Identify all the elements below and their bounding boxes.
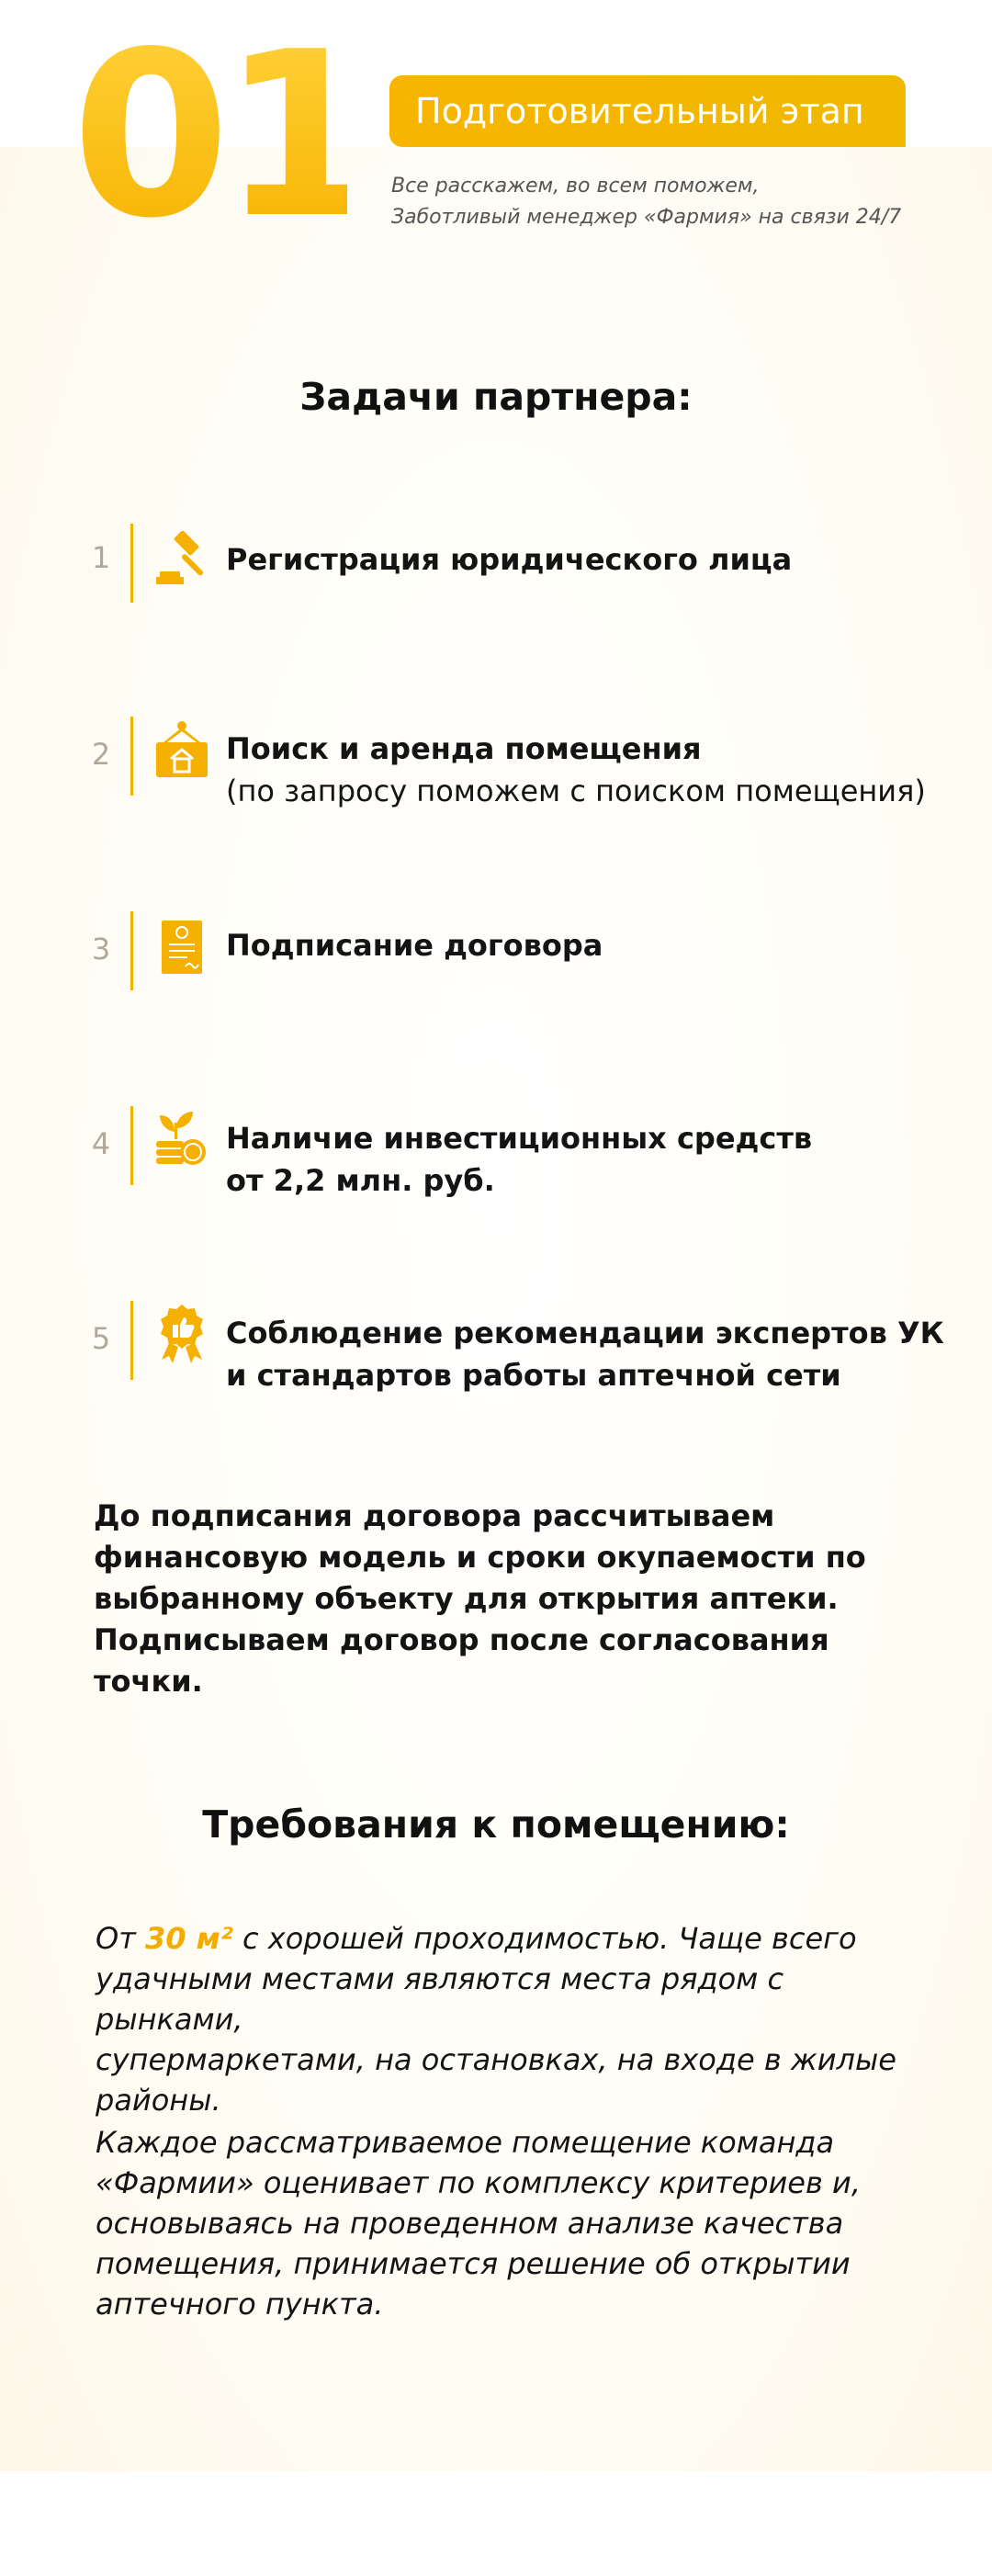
- area-highlight: 30 м²: [145, 1921, 233, 1956]
- requirements-title: Требования к помещению:: [202, 1802, 790, 1847]
- task-number: 2: [91, 737, 111, 772]
- stage-title-badge: Подготовительный этап: [389, 75, 906, 147]
- task-number: 1: [91, 540, 111, 575]
- requirements-line: удачными местами являются места рядом с рынками,: [96, 1961, 784, 2037]
- task-divider: [130, 1106, 133, 1185]
- task-divider: [130, 717, 133, 796]
- requirements-line: «Фармии» оценивает по комплексу критериев и,: [96, 2165, 861, 2200]
- task-text: [226, 1312, 944, 1396]
- requirements-paragraph-1: [96, 1918, 922, 2120]
- task-text: [226, 1117, 812, 1202]
- requirements-text: с хорошей проходимостью. Чаще всего: [232, 1921, 857, 1956]
- stage-subtitle: [391, 171, 942, 233]
- task-label: Соблюдение рекомендации экспертов УК: [226, 1316, 944, 1350]
- task-number: 3: [91, 932, 111, 966]
- task-label: Подписание договора: [226, 928, 603, 963]
- task-text: [226, 924, 603, 966]
- contract-note-line: Подписываем договор после согласования точки.: [94, 1622, 829, 1699]
- requirements-line: основываясь на проведенном анализе качества: [96, 2206, 844, 2241]
- requirements-line: Каждое рассматриваемое помещение команда: [96, 2125, 835, 2160]
- requirements-prefix: От: [96, 1921, 145, 1956]
- stage-number: 01: [72, 4, 371, 268]
- requirements-line: [96, 1918, 922, 1959]
- task-divider: [130, 911, 133, 990]
- requirements-paragraph-2: [96, 2122, 922, 2324]
- requirements-line: аптечного пункта.: [96, 2287, 384, 2322]
- task-number: 5: [91, 1321, 111, 1356]
- task-label: Регистрация юридического лица: [226, 542, 793, 577]
- contract-note-line: До подписания договора рассчитываем: [94, 1498, 775, 1533]
- task-label: от 2,2 млн. руб.: [226, 1163, 495, 1198]
- stage-subtitle-line: Все расскажем, во всем поможем,: [391, 175, 760, 198]
- task-note: (по запросу поможем с поиском помещения): [226, 774, 926, 808]
- task-text: [226, 538, 792, 581]
- contract-note-line: финансовую модель и сроки окупаемости по: [94, 1540, 866, 1575]
- task-text: [226, 728, 926, 812]
- gavel-icon: [151, 531, 213, 593]
- requirements-line: районы.: [96, 2083, 221, 2118]
- task-number: 4: [91, 1126, 111, 1161]
- requirements-line: помещения, принимается решение об открытии: [96, 2246, 851, 2281]
- task-label: Поиск и аренда помещения: [226, 731, 702, 766]
- investment-coins-icon: [151, 1108, 213, 1170]
- contract-note-line: выбранному объекту для открытия аптеки.: [94, 1581, 839, 1616]
- stage-subtitle-line: Заботливый менеджер «Фармия» на связи 24/7: [391, 206, 902, 229]
- contract-document-icon: [151, 917, 213, 979]
- task-label: Наличие инвестиционных средств: [226, 1121, 813, 1156]
- task-label: и стандартов работы аптечной сети: [226, 1358, 841, 1393]
- requirements-line: супермаркетами, на остановках, на входе в жилые: [96, 2042, 896, 2077]
- contract-note: [94, 1496, 920, 1702]
- tasks-title: Задачи партнера:: [299, 375, 693, 419]
- task-divider: [130, 1301, 133, 1380]
- house-signboard-icon: [151, 720, 213, 783]
- thumbs-up-badge-icon: [151, 1303, 213, 1365]
- task-divider: [130, 524, 133, 603]
